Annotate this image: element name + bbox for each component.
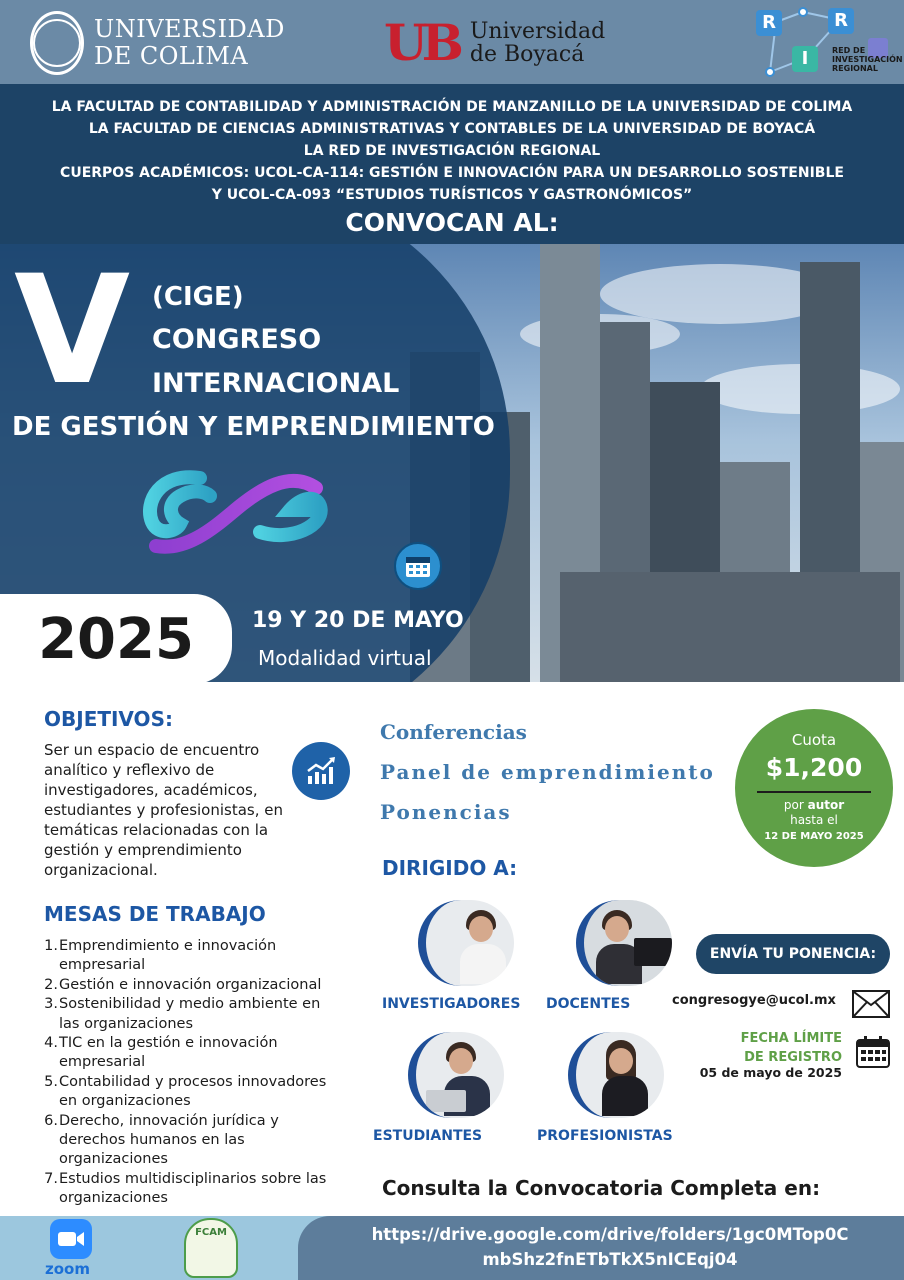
infinity-logo-icon: [140, 462, 330, 558]
organizer-line-2: LA FACULTAD DE CIENCIAS ADMINISTRATIVAS Y CONTABLES DE LA UNIVERSIDAD DE BOYACÁ: [88, 121, 816, 137]
event-dates: 19 Y 20 DE MAYO: [252, 608, 464, 633]
mail-icon: [852, 990, 890, 1018]
title-gestion: DE GESTIÓN Y EMPRENDIMIENTO: [12, 412, 495, 442]
objetivos-title: OBJETIVOS:: [44, 707, 173, 731]
universidad-boyaca-logo: [384, 13, 606, 72]
mesa-text-line: Derecho, innovación jurídica y: [59, 1112, 279, 1129]
hero-banner: [0, 244, 904, 682]
organizer-line-4: CUERPOS ACADÉMICOS: UCOL-CA-114: GESTIÓN E INNOVACIÓN PARA UN DESARROLLO SOSTENIBLE: [60, 165, 844, 181]
fecha-registro: 05 de mayo de 2025: [699, 1065, 842, 1080]
mesa-text-line: Sostenibilidad y medio ambiente en: [59, 996, 321, 1013]
cuota-amount: $1,200: [765, 753, 863, 782]
calendar-icon: [394, 542, 442, 590]
investigadores-photo: [418, 900, 514, 986]
rir-letter-1: R: [756, 10, 782, 36]
colima-line1: UNIVERSIDAD: [94, 15, 285, 43]
university-seal-icon: [30, 11, 84, 75]
mesa-text-line: derechos humanos en las: [59, 1132, 245, 1149]
fecha-line2: DE REGISTRO: [744, 1050, 842, 1065]
boyaca-line2: de Boyacá: [469, 42, 585, 67]
objetivos-text: Ser un espacio de encuentro analítico y reflexivo de investigadores, académicos, estudiantes y profesionistas, en temáticas relacionadas con la gestión y emprendimiento organizacional.: [44, 741, 284, 879]
rir-letter-2: I: [792, 46, 818, 72]
link-line2[interactable]: mbShz2fnETbTkX5nICEqj04: [482, 1250, 738, 1269]
mesa-text-line: Contabilidad y procesos innovadores: [59, 1073, 327, 1090]
mesa-number: 4.: [44, 1035, 58, 1052]
mesa-number: 6.: [44, 1112, 58, 1129]
activity-conferencias: Conferencias: [380, 720, 527, 744]
label-profesionistas: PROFESIONISTAS: [537, 1128, 673, 1144]
cige-acronym: (CIGE): [152, 282, 244, 312]
docentes-photo: [576, 900, 672, 986]
rir-letter-3: R: [828, 8, 854, 34]
organizer-line-1: LA FACULTAD DE CONTABILIDAD Y ADMINISTRACIÓN DE MANZANILLO DE LA UNIVERSIDAD DE COLIMA: [51, 99, 853, 115]
organizers: [0, 96, 904, 206]
mesa-text-line: organizaciones: [59, 1190, 168, 1207]
cuota-deadline: 12 DE MAYO 2025: [764, 831, 864, 842]
mesa-text-line: las organizaciones: [59, 1015, 193, 1032]
universidad-colima-logo: [30, 10, 285, 76]
mesa-text: [59, 1170, 326, 1209]
title-internacional: INTERNACIONAL: [152, 368, 400, 399]
profesionistas-photo: [568, 1032, 664, 1118]
label-estudiantes: ESTUDIANTES: [373, 1128, 483, 1144]
label-docentes: DOCENTES: [546, 996, 631, 1012]
label-investigadores: INVESTIGADORES: [382, 996, 521, 1012]
cuota-autor: autor: [807, 798, 845, 812]
mesa-item: [44, 995, 374, 1034]
boyaca-name: [470, 20, 605, 66]
consulta-heading: Consulta la Convocatoria Completa en:: [382, 1176, 821, 1200]
red-investigacion-logo: [748, 2, 903, 82]
cuota-hasta: hasta el: [790, 813, 838, 827]
mesas-title: MESAS DE TRABAJO: [44, 902, 266, 926]
rir-line2: INVESTIGACIÓN: [832, 55, 903, 64]
fecha-limite: [692, 1029, 842, 1067]
organizer-line-5: Y UCOL-CA-093 “ESTUDIOS TURÍSTICOS Y GASTRONÓMICOS”: [211, 187, 693, 203]
building: [560, 572, 900, 682]
organizer-line-3: LA RED DE INVESTIGACIÓN REGIONAL: [303, 143, 601, 159]
mesa-text-line: empresarial: [59, 957, 146, 974]
mesa-text: [59, 1034, 278, 1073]
calendar-icon: [856, 1036, 890, 1068]
rir-line1: RED DE: [832, 46, 866, 55]
year-box: [0, 594, 232, 682]
estudiantes-photo: [408, 1032, 504, 1118]
mesa-item: [44, 1170, 374, 1209]
cuota-divider: [757, 791, 871, 793]
activity-ponencias: Ponencias: [380, 800, 512, 824]
mesa-text: [59, 1112, 279, 1170]
intro-band: [0, 84, 904, 244]
rir-line3: REGIONAL: [832, 64, 878, 73]
contact-email[interactable]: congresogye@ucol.mx: [672, 993, 836, 1008]
colima-line2: DE COLIMA: [94, 42, 249, 70]
envia-ponencia-pill: ENVÍA TU PONENCIA:: [696, 934, 890, 974]
event-modality: Modalidad virtual: [258, 646, 432, 670]
mesa-text-line: en organizaciones: [59, 1093, 191, 1110]
mesa-text: [59, 995, 320, 1034]
ub-mark: UB: [384, 13, 458, 72]
title-congreso: CONGRESO: [152, 324, 322, 355]
event-year: 2025: [38, 606, 194, 672]
cuota-condition: [735, 798, 893, 828]
zoom-icon: [50, 1219, 92, 1259]
cuota-por: por: [783, 798, 804, 812]
chart-growth-icon: [292, 742, 350, 800]
header: [0, 0, 904, 84]
mesa-text-line: Estudios multidisciplinarios sobre las: [59, 1170, 327, 1187]
mesa-text-line: empresarial: [59, 1054, 146, 1071]
activity-panel: Panel de emprendimiento: [380, 760, 715, 784]
mesa-text: [59, 937, 276, 976]
mesa-item: [44, 1073, 374, 1112]
mesa-text-line: Gestión e innovación organizacional: [59, 976, 322, 993]
zoom-wordmark: zoom: [45, 1260, 90, 1278]
cuota-badge: [735, 709, 893, 867]
mesa-item: [44, 937, 374, 976]
mesa-text: [59, 1073, 326, 1112]
convocatoria-link[interactable]: [330, 1222, 890, 1272]
mesa-number: 5.: [44, 1073, 58, 1090]
edition-numeral: V: [14, 244, 131, 418]
mesa-text-line: organizaciones: [59, 1151, 168, 1168]
boyaca-line1: Universidad: [469, 19, 606, 44]
link-line1[interactable]: https://drive.google.com/drive/folders/1gc0MTop0C: [371, 1225, 849, 1244]
fecha-line1: FECHA LÍMITE: [740, 1031, 842, 1046]
convocan-heading: CONVOCAN AL:: [345, 208, 559, 237]
mesa-item: [44, 1112, 374, 1170]
mesa-number: 7.: [44, 1170, 58, 1187]
mesa-number: 3.: [44, 996, 58, 1013]
fcam-logo-icon: FCAM: [184, 1218, 238, 1278]
mesa-text-line: Emprendimiento e innovación: [59, 938, 277, 954]
mesa-item: [44, 1034, 374, 1073]
mesa-text: [59, 976, 321, 995]
mesa-number: 1.: [44, 938, 58, 954]
footer: [0, 1216, 904, 1280]
cuota-label: Cuota: [791, 731, 837, 749]
mesa-text-line: TIC en la gestión e innovación: [59, 1035, 278, 1052]
mesa-number: 2.: [44, 976, 58, 993]
mesas-list: [44, 937, 374, 1209]
dirigido-title: DIRIGIDO A:: [382, 856, 518, 880]
mesa-item: [44, 976, 374, 995]
rir-caption: [832, 46, 903, 73]
colima-name: [94, 16, 285, 70]
